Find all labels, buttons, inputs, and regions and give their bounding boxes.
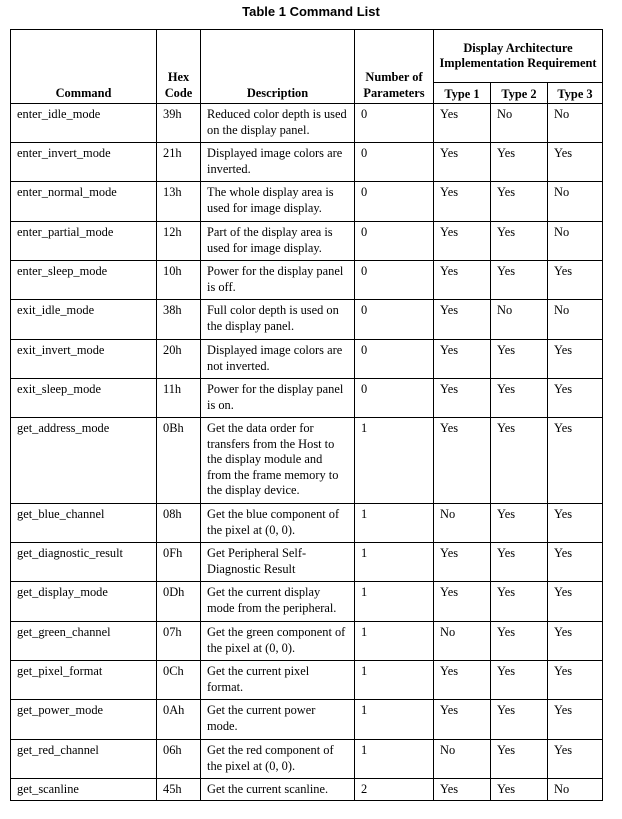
hex-code-cell: 21h bbox=[157, 143, 201, 182]
table-row bbox=[11, 143, 603, 182]
type-3-cell: Yes bbox=[548, 622, 603, 661]
description-cell: Get the current pixel format. bbox=[201, 661, 355, 700]
parameters-cell: 1 bbox=[355, 661, 434, 700]
parameters-cell: 0 bbox=[355, 143, 434, 182]
description-cell: Power for the display panel is off. bbox=[201, 261, 355, 300]
description-cell: Get the blue component of the pixel at (0, 0). bbox=[201, 504, 355, 543]
type-1-cell: Yes bbox=[434, 700, 491, 740]
type-3-cell: No bbox=[548, 104, 603, 143]
hex-code-cell: 45h bbox=[157, 779, 201, 801]
type-3-cell: Yes bbox=[548, 261, 603, 300]
table-row bbox=[11, 300, 603, 340]
hex-code-cell: 07h bbox=[157, 622, 201, 661]
command-cell: enter_sleep_mode bbox=[11, 261, 157, 300]
command-cell: exit_invert_mode bbox=[11, 340, 157, 379]
hex-code-cell: 10h bbox=[157, 261, 201, 300]
type-3-cell: Yes bbox=[548, 143, 603, 182]
table-row bbox=[11, 261, 603, 300]
command-cell: exit_sleep_mode bbox=[11, 379, 157, 418]
table-row bbox=[11, 418, 603, 504]
type-1-cell: Yes bbox=[434, 340, 491, 379]
type-3-cell: Yes bbox=[548, 740, 603, 779]
table-row bbox=[11, 740, 603, 779]
description-cell: Reduced color depth is used on the display panel. bbox=[201, 104, 355, 143]
type-3-cell: No bbox=[548, 182, 603, 222]
description-cell: Full color depth is used on the display panel. bbox=[201, 300, 355, 340]
parameters-cell: 0 bbox=[355, 182, 434, 222]
table-row bbox=[11, 222, 603, 261]
parameters-cell: 1 bbox=[355, 582, 434, 622]
type-2-cell: Yes bbox=[491, 182, 548, 222]
parameters-cell: 0 bbox=[355, 261, 434, 300]
parameters-cell: 1 bbox=[355, 740, 434, 779]
table-row bbox=[11, 700, 603, 740]
command-cell: get_blue_channel bbox=[11, 504, 157, 543]
table-row bbox=[11, 779, 603, 801]
type-1-cell: Yes bbox=[434, 418, 491, 504]
parameters-cell: 0 bbox=[355, 222, 434, 261]
hex-code-cell: 0Dh bbox=[157, 582, 201, 622]
type-2-cell: Yes bbox=[491, 261, 548, 300]
table-caption: Table 1 Command List bbox=[242, 4, 380, 19]
header-description: Description bbox=[201, 30, 355, 104]
hex-code-cell: 11h bbox=[157, 379, 201, 418]
command-cell: exit_idle_mode bbox=[11, 300, 157, 340]
command-cell: enter_normal_mode bbox=[11, 182, 157, 222]
parameters-cell: 1 bbox=[355, 418, 434, 504]
description-cell: Get Peripheral Self-Diagnostic Result bbox=[201, 543, 355, 582]
header-command: Command bbox=[11, 30, 157, 104]
hex-code-cell: 12h bbox=[157, 222, 201, 261]
table-row bbox=[11, 504, 603, 543]
type-1-cell: Yes bbox=[434, 582, 491, 622]
table-row bbox=[11, 622, 603, 661]
table-row bbox=[11, 340, 603, 379]
description-cell: Get the data order for transfers from the Host to the display module and from the frame memory to the display device. bbox=[201, 418, 355, 504]
parameters-cell: 0 bbox=[355, 340, 434, 379]
table-row bbox=[11, 379, 603, 418]
type-1-cell: Yes bbox=[434, 143, 491, 182]
description-cell: Power for the display panel is on. bbox=[201, 379, 355, 418]
type-1-cell: Yes bbox=[434, 379, 491, 418]
type-2-cell: Yes bbox=[491, 700, 548, 740]
table-row bbox=[11, 582, 603, 622]
type-3-cell: Yes bbox=[548, 543, 603, 582]
description-cell: Get the current display mode from the peripheral. bbox=[201, 582, 355, 622]
header-hex-code: Hex Code bbox=[157, 30, 201, 104]
header-type-2: Type 2 bbox=[491, 83, 548, 104]
type-3-cell: Yes bbox=[548, 379, 603, 418]
description-cell: Get the green component of the pixel at (0, 0). bbox=[201, 622, 355, 661]
command-cell: enter_invert_mode bbox=[11, 143, 157, 182]
type-1-cell: Yes bbox=[434, 261, 491, 300]
type-1-cell: Yes bbox=[434, 543, 491, 582]
command-cell: get_scanline bbox=[11, 779, 157, 801]
hex-code-cell: 0Ah bbox=[157, 700, 201, 740]
table-header bbox=[11, 30, 603, 104]
type-2-cell: No bbox=[491, 104, 548, 143]
description-cell: Displayed image colors are not inverted. bbox=[201, 340, 355, 379]
table-body bbox=[11, 104, 603, 801]
header-type-1: Type 1 bbox=[434, 83, 491, 104]
command-cell: get_diagnostic_result bbox=[11, 543, 157, 582]
type-1-cell: Yes bbox=[434, 661, 491, 700]
header-type-3: Type 3 bbox=[548, 83, 603, 104]
type-1-cell: No bbox=[434, 622, 491, 661]
table-row bbox=[11, 104, 603, 143]
type-1-cell: No bbox=[434, 740, 491, 779]
command-cell: enter_idle_mode bbox=[11, 104, 157, 143]
hex-code-cell: 38h bbox=[157, 300, 201, 340]
type-3-cell: Yes bbox=[548, 504, 603, 543]
command-cell: get_green_channel bbox=[11, 622, 157, 661]
command-cell: get_power_mode bbox=[11, 700, 157, 740]
type-2-cell: Yes bbox=[491, 582, 548, 622]
type-2-cell: Yes bbox=[491, 504, 548, 543]
description-cell: The whole display area is used for image display. bbox=[201, 182, 355, 222]
description-cell: Part of the display area is used for image display. bbox=[201, 222, 355, 261]
command-cell: get_display_mode bbox=[11, 582, 157, 622]
header-architecture-requirement: Display Architecture Implementation Requirement bbox=[434, 30, 603, 83]
parameters-cell: 1 bbox=[355, 504, 434, 543]
command-cell: enter_partial_mode bbox=[11, 222, 157, 261]
type-2-cell: No bbox=[491, 300, 548, 340]
type-1-cell: Yes bbox=[434, 222, 491, 261]
type-2-cell: Yes bbox=[491, 340, 548, 379]
type-2-cell: Yes bbox=[491, 418, 548, 504]
parameters-cell: 1 bbox=[355, 700, 434, 740]
type-3-cell: Yes bbox=[548, 418, 603, 504]
type-3-cell: Yes bbox=[548, 700, 603, 740]
type-1-cell: Yes bbox=[434, 104, 491, 143]
hex-code-cell: 0Bh bbox=[157, 418, 201, 504]
command-cell: get_pixel_format bbox=[11, 661, 157, 700]
hex-code-cell: 13h bbox=[157, 182, 201, 222]
table-row bbox=[11, 182, 603, 222]
type-2-cell: Yes bbox=[491, 543, 548, 582]
description-cell: Get the red component of the pixel at (0, 0). bbox=[201, 740, 355, 779]
type-2-cell: Yes bbox=[491, 740, 548, 779]
parameters-cell: 0 bbox=[355, 300, 434, 340]
hex-code-cell: 0Fh bbox=[157, 543, 201, 582]
parameters-cell: 1 bbox=[355, 543, 434, 582]
description-cell: Get the current power mode. bbox=[201, 700, 355, 740]
parameters-cell: 0 bbox=[355, 104, 434, 143]
hex-code-cell: 0Ch bbox=[157, 661, 201, 700]
description-cell: Displayed image colors are inverted. bbox=[201, 143, 355, 182]
type-3-cell: Yes bbox=[548, 340, 603, 379]
header-number-of-parameters: Number of Parameters bbox=[355, 30, 434, 104]
type-3-cell: Yes bbox=[548, 661, 603, 700]
type-1-cell: Yes bbox=[434, 300, 491, 340]
parameters-cell: 2 bbox=[355, 779, 434, 801]
type-2-cell: Yes bbox=[491, 622, 548, 661]
command-list-table bbox=[10, 29, 603, 801]
description-cell: Get the current scanline. bbox=[201, 779, 355, 801]
type-3-cell: No bbox=[548, 222, 603, 261]
command-cell: get_address_mode bbox=[11, 418, 157, 504]
parameters-cell: 0 bbox=[355, 379, 434, 418]
parameters-cell: 1 bbox=[355, 622, 434, 661]
type-2-cell: Yes bbox=[491, 222, 548, 261]
hex-code-cell: 06h bbox=[157, 740, 201, 779]
type-3-cell: Yes bbox=[548, 582, 603, 622]
table-row bbox=[11, 661, 603, 700]
type-1-cell: Yes bbox=[434, 182, 491, 222]
type-1-cell: No bbox=[434, 504, 491, 543]
hex-code-cell: 08h bbox=[157, 504, 201, 543]
hex-code-cell: 39h bbox=[157, 104, 201, 143]
type-3-cell: No bbox=[548, 300, 603, 340]
type-1-cell: Yes bbox=[434, 779, 491, 801]
table-row bbox=[11, 543, 603, 582]
hex-code-cell: 20h bbox=[157, 340, 201, 379]
type-3-cell: No bbox=[548, 779, 603, 801]
type-2-cell: Yes bbox=[491, 661, 548, 700]
type-2-cell: Yes bbox=[491, 143, 548, 182]
type-2-cell: Yes bbox=[491, 779, 548, 801]
type-2-cell: Yes bbox=[491, 379, 548, 418]
command-cell: get_red_channel bbox=[11, 740, 157, 779]
